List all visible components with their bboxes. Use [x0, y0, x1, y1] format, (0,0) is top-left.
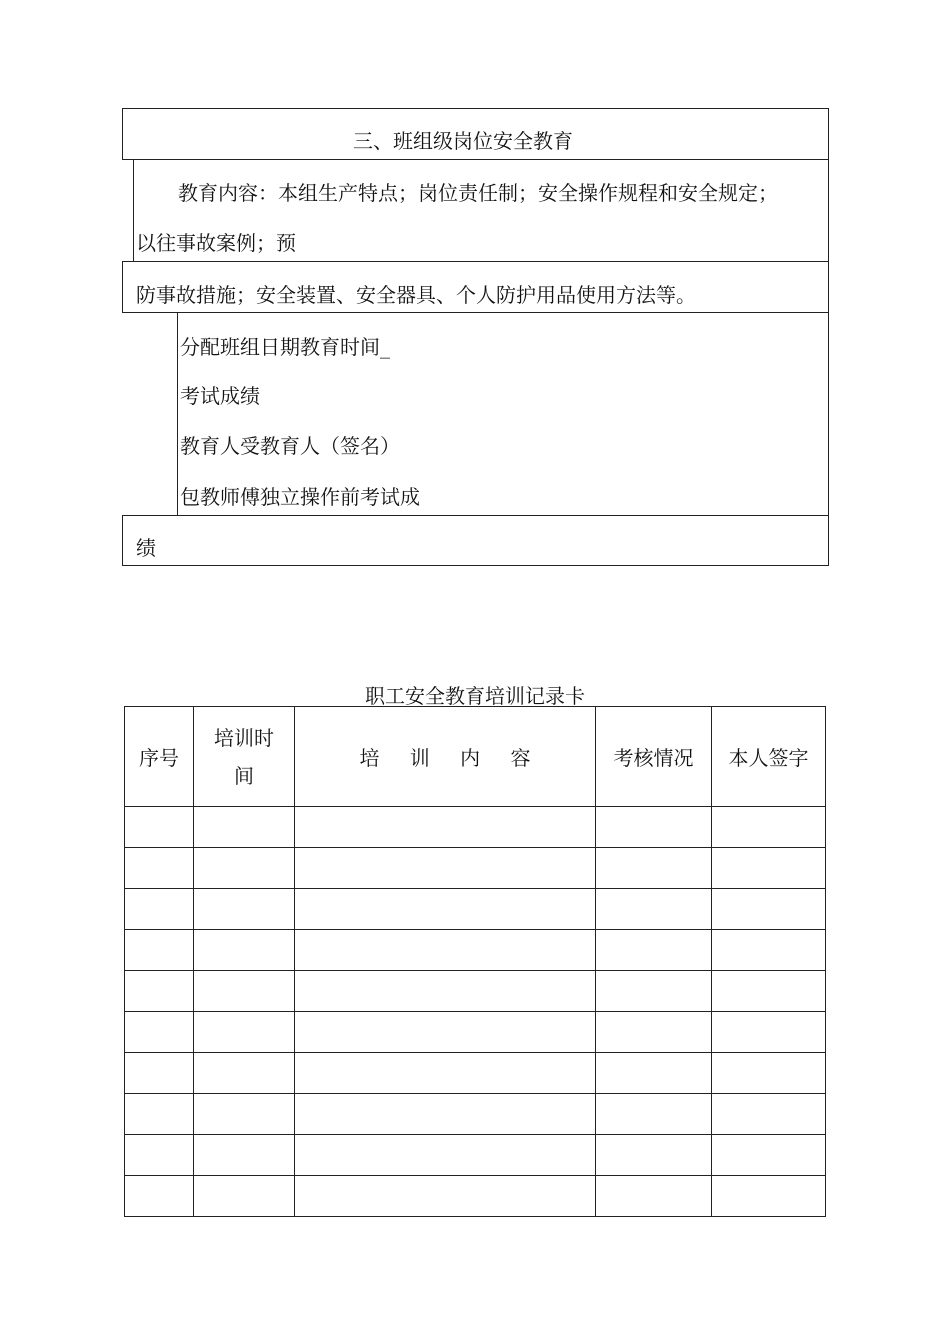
education-content-line1: 教育内容：本组生产特点；岗位责任制；安全操作规程和安全规定；: [178, 181, 778, 205]
cell-assessment[interactable]: [596, 1094, 712, 1135]
table-row: [125, 889, 826, 930]
cell-no[interactable]: [125, 1176, 194, 1217]
cell-time[interactable]: [194, 1094, 295, 1135]
education-content-line3: 防事故措施；安全装置、安全器具、个人防护用品使用方法等。: [136, 283, 696, 307]
cell-time[interactable]: [194, 1135, 295, 1176]
cell-no[interactable]: [125, 930, 194, 971]
cell-assessment[interactable]: [596, 848, 712, 889]
table-row: [125, 1094, 826, 1135]
cell-content[interactable]: [295, 971, 596, 1012]
table-row: [125, 1012, 826, 1053]
cell-time[interactable]: [194, 930, 295, 971]
cell-content[interactable]: [295, 1012, 596, 1053]
cell-signature[interactable]: [712, 1012, 826, 1053]
cell-content[interactable]: [295, 807, 596, 848]
assign-date-field: 分配班组日期教育时间_: [180, 335, 390, 359]
table-row: [125, 1053, 826, 1094]
cell-assessment[interactable]: [596, 889, 712, 930]
cell-time[interactable]: [194, 848, 295, 889]
cell-time[interactable]: [194, 971, 295, 1012]
cell-content[interactable]: [295, 889, 596, 930]
cell-signature[interactable]: [712, 1094, 826, 1135]
cell-signature[interactable]: [712, 1135, 826, 1176]
cell-content[interactable]: [295, 848, 596, 889]
education-content-line2: 以往事故案例；预: [136, 231, 296, 255]
cell-assessment[interactable]: [596, 807, 712, 848]
header-time-line2: 间: [234, 763, 254, 788]
mentor-exam-field-cont: 绩: [136, 536, 156, 560]
cell-content[interactable]: [295, 1053, 596, 1094]
cell-assessment[interactable]: [596, 1012, 712, 1053]
training-record-table: [124, 706, 826, 1217]
cell-content[interactable]: [295, 1094, 596, 1135]
table-row: [125, 1135, 826, 1176]
table-row: [125, 807, 826, 848]
cell-no[interactable]: [125, 848, 194, 889]
cell-signature[interactable]: [712, 930, 826, 971]
header-assessment: 考核情况: [596, 707, 712, 807]
cell-assessment[interactable]: [596, 971, 712, 1012]
record-card-title: 职工安全教育培训记录卡: [365, 684, 585, 708]
cell-no[interactable]: [125, 971, 194, 1012]
table-row: [125, 971, 826, 1012]
cell-assessment[interactable]: [596, 1053, 712, 1094]
mentor-exam-field: 包教师傅独立操作前考试成: [180, 485, 420, 509]
header-signature: 本人签字: [712, 707, 826, 807]
cell-time[interactable]: [194, 889, 295, 930]
cell-time[interactable]: [194, 1053, 295, 1094]
exam-score-field: 考试成绩: [180, 384, 260, 408]
cell-no[interactable]: [125, 1135, 194, 1176]
cell-signature[interactable]: [712, 1176, 826, 1217]
cell-no[interactable]: [125, 1012, 194, 1053]
cell-no[interactable]: [125, 889, 194, 930]
cell-signature[interactable]: [712, 848, 826, 889]
section-title: 三、班组级岗位安全教育: [353, 129, 573, 153]
cell-signature[interactable]: [712, 971, 826, 1012]
cell-no[interactable]: [125, 807, 194, 848]
cell-assessment[interactable]: [596, 1135, 712, 1176]
header-content: 培 训 内 容: [295, 707, 596, 807]
score-continued-box: [122, 515, 829, 566]
cell-signature[interactable]: [712, 1053, 826, 1094]
cell-time[interactable]: [194, 807, 295, 848]
table-header-row: [125, 707, 826, 807]
educator-signature-field: 教育人受教育人（签名）: [180, 434, 400, 458]
cell-no[interactable]: [125, 1053, 194, 1094]
cell-content[interactable]: [295, 1135, 596, 1176]
cell-time[interactable]: [194, 1176, 295, 1217]
cell-no[interactable]: [125, 1094, 194, 1135]
cell-signature[interactable]: [712, 889, 826, 930]
cell-content[interactable]: [295, 930, 596, 971]
header-time-line1: 培训时: [214, 725, 274, 750]
cell-assessment[interactable]: [596, 1176, 712, 1217]
table-row: [125, 930, 826, 971]
cell-content[interactable]: [295, 1176, 596, 1217]
table-row: [125, 1176, 826, 1217]
header-no: 序号: [125, 707, 194, 807]
cell-assessment[interactable]: [596, 930, 712, 971]
cell-time[interactable]: [194, 1012, 295, 1053]
table-row: [125, 848, 826, 889]
header-time: [194, 707, 295, 807]
cell-signature[interactable]: [712, 807, 826, 848]
